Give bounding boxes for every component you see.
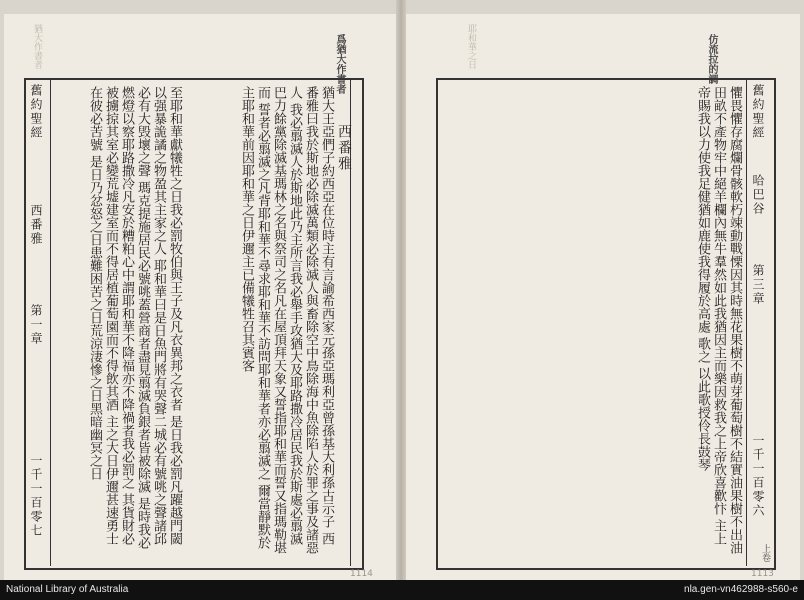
right-book-name: 哈巴谷 (751, 174, 765, 216)
right-chapter: 第三章 (751, 264, 765, 306)
left-line: 巴力餘黨除滅基瑪林之名與祭司之名凡在屋頂拜天象又誓指耶和華而誓又指瑪勒堪而 (255, 86, 286, 554)
left-footer-rule (50, 78, 51, 566)
right-line: 主上帝賜我以力使我足健猶如鹿使我得履於高處 (695, 86, 726, 546)
left-line: 瑪克提施居民必號咷蓋營商者盡見翦滅負銀者皆被除滅 (135, 181, 150, 494)
left-chapter: 第一章 (29, 304, 43, 346)
left-page (4, 14, 396, 580)
right-ghost-text: 耶和華之日 (466, 24, 476, 69)
left-body-text (184, 86, 334, 558)
left-line: 我必翦滅人於斯地此乃主所言我必舉手攻猶大及耶路撒冷居民我於斯處必翦滅 (287, 103, 302, 546)
left-margin-note: 爲猶大作書者 (334, 34, 345, 94)
footer-bar (0, 580, 804, 600)
right-page (406, 14, 800, 580)
left-body-text-2 (64, 86, 182, 558)
footer-record-id: nla.gen-vn462988-s560-e (684, 584, 798, 595)
right-page-number: 一千一百零六 (751, 434, 765, 518)
left-chapter-heading: 西番雅 (336, 124, 352, 172)
left-line: 主之大日伊邇甚速勇士在彼必苦號 (87, 86, 118, 546)
pencil-mark: 1114 (350, 569, 373, 579)
left-line: 猶大王亞們子約西亞在位時主有言諭希西家元孫亞瑪利亞曾孫基大利孫古示子 (319, 86, 334, 528)
left-line: 是時我必燃燈以察耶路撒冷凡安於糟粕心中謂耶和華不降福亦不降禍者我必罰之 (119, 86, 150, 550)
right-line: 懼畏懼存腐爛骨骸軟朽竦動戰慄因其時無花果樹不萌芽葡萄樹不結實油果樹不出油 (727, 86, 742, 554)
right-top-note: 仿流拉的調 (706, 34, 717, 84)
left-book-name: 西番雅 (29, 204, 43, 246)
left-line: 是日我必罰凡躍越門閾以强暴詭譎之物盈其主家之人 (151, 86, 182, 546)
right-margin-label: 上卷 (760, 544, 770, 562)
footer-library-name: National Library of Australia (6, 584, 129, 595)
left-line: 至耶和華獻犧牲之日我必罰牧伯與王子及凡衣異邦之衣者 (167, 86, 182, 411)
left-line: 是日乃忿怒之日患難困苦之日荒涼淒慘之日黑暗幽冥之日 (87, 155, 102, 481)
right-header-rule (746, 78, 747, 566)
left-line: 耶和華曰是日魚門將有哭聲二城必有號咷之聲諸邱必有大毁壞之聲 (135, 86, 166, 546)
left-page-number: 一千一百零七 (29, 454, 43, 538)
left-line: 誓者必翦滅之凡背耶和華不尋求耶和華不訪問耶和華者亦必翦滅之 (255, 103, 270, 481)
right-body-text (656, 86, 742, 558)
left-ghost-text: 猶大作書者 (32, 24, 42, 69)
left-line: 其貨財必被擄掠其室必變荒墟建室而不得居植葡萄園而不得飲其酒 (103, 86, 134, 546)
right-line: 田畝不產物牢中絕羊欄內無牛羣然如此我猶因主而樂因救我之上帝欣喜歡忭 (711, 86, 726, 515)
right-line: 以此歌授伶長鼓琴 (695, 367, 710, 472)
left-running-title: 舊約聖經 (29, 84, 43, 140)
right-line: 歌之 (695, 337, 710, 364)
right-running-title: 舊約聖經 (751, 84, 765, 140)
left-line: 爾當靜默於主耶和華前因耶和華之日伊邇主已備犧牲召其賓客 (239, 86, 270, 550)
book-gutter (396, 0, 406, 580)
left-line: 西番雅曰我於斯地必除滅萬類必除滅人與畜除空中鳥除海中魚除陷人於罪之事及諸惡人 (287, 86, 334, 554)
pencil-mark: 1113 (751, 569, 774, 579)
